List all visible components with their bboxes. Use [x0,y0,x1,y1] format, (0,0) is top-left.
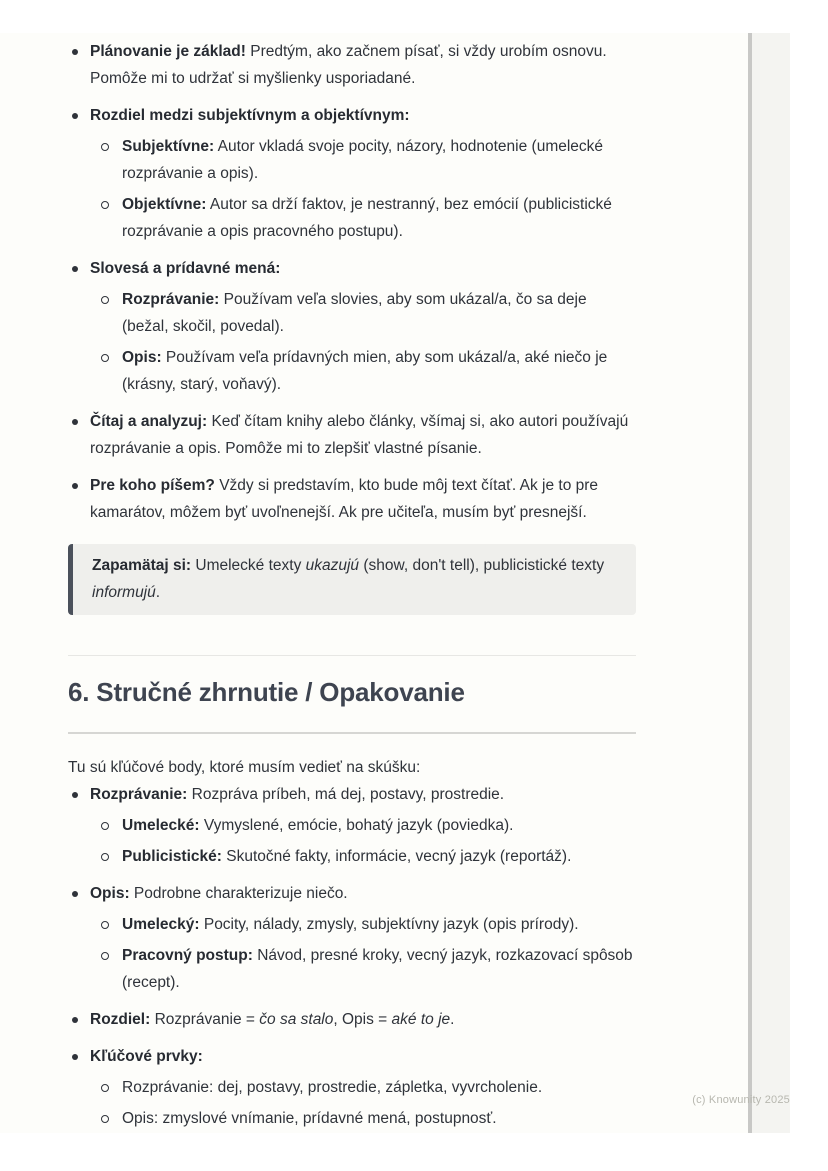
sub-list-item [90,1074,636,1101]
text-run: Rozprávanie: [122,291,220,308]
text-run: Keď čítam knihy alebo články, všímaj si, ako autori používajú rozprávanie a opis. Pomôže mi to zlepšiť vlastné písanie. [90,413,629,457]
list-item [68,781,636,870]
text-run: ukazujú [305,557,360,574]
sub-list-item [90,1105,636,1132]
text-run: Čítaj a analyzuj: [90,413,208,430]
text-run: Rozdiel: [90,1011,151,1028]
list-item [68,408,636,462]
text-run: čo sa stalo [259,1011,334,1028]
text-run: . [155,584,161,601]
text-run: . [450,1011,455,1028]
sub-list [90,286,636,398]
tips-list [68,38,636,526]
text-run: Subjektívne: [122,138,215,155]
text-run: Autor sa drží faktov, je nestranný, bez emócií (publicistické rozprávanie a opis pracovného postupu). [122,196,612,240]
list-item [68,1043,636,1132]
text-run: Pocity, nálady, zmysly, subjektívny jazyk (opis prírody). [199,916,579,933]
text-run: Vždy si predstavím, kto bude môj text čítať. Ak je to pre kamarátov, môžem byť uvoľnenejší. Ak pre učiteľa, musím byť presnejší. [90,477,599,521]
text-run: Rozprávanie = [150,1011,260,1028]
sub-list-item [90,843,636,870]
text-run: Kľúčové prvky: [90,1048,203,1065]
list-item [68,1006,636,1033]
text-run: Plánovanie je základ! [90,43,246,60]
text-run: Slovesá a prídavné mená: [90,260,281,277]
list-item [68,255,636,398]
text-run: (show, don't tell), publicistické texty [359,557,605,574]
sub-list-item [90,942,636,996]
sub-list [90,812,636,870]
list-item [68,472,636,526]
text-run: Podrobne charakterizuje niečo. [129,885,348,902]
text-run: Publicistické: [122,848,222,865]
text-run: informujú [92,584,156,601]
text-run: Rozdiel medzi subjektívnym a objektívnym: [90,107,410,124]
text-run: Rozpráva príbeh, má dej, postavy, prostredie. [187,786,505,803]
sub-list-item [90,133,636,187]
text-run: Používam veľa prídavných mien, aby som ukázal/a, aké niečo je (krásny, starý, voňavý). [122,349,608,393]
text-run: Opis: [90,885,130,902]
text-run: aké to je [391,1011,451,1028]
section-heading: 6. Stručné zhrnutie / Opakovanie [68,676,636,734]
sub-list-item [90,812,636,839]
text-run: Používam veľa slovies, aby som ukázal/a, čo sa deje (bežal, skočil, povedal). [122,291,587,335]
text-run: Rozprávanie: dej, postavy, prostredie, zápletka, vyvrcholenie. [122,1079,543,1096]
sub-list-item [90,911,636,938]
page-content [68,38,636,1132]
callout-text [92,552,618,606]
intro-paragraph: Tu sú kľúčové body, ktoré musím vedieť na skúšku: [68,759,421,776]
side-scroll-column [752,33,790,1133]
list-item [68,880,636,996]
list-item [68,38,636,92]
text-run: Opis: [122,349,162,366]
sub-list-item [90,344,636,398]
text-run: Zapamätaj si: [92,557,192,574]
text-run: Opis: zmyslové vnímanie, prídavné mená, postupnosť. [122,1110,497,1127]
text-run: Skutočné fakty, informácie, vecný jazyk (reportáž). [221,848,572,865]
sub-list [90,133,636,245]
sub-list-item [90,286,636,340]
text-run: Autor vkladá svoje pocity, názory, hodnotenie (umelecké rozprávanie a opis). [122,138,604,182]
text-run: Návod, presné kroky, vecný jazyk, rozkazovací spôsob (recept). [122,947,633,991]
text-run: Pracovný postup: [122,947,253,964]
text-run: , Opis = [333,1011,392,1028]
sub-list [90,911,636,996]
text-run: Rozprávanie: [90,786,188,803]
text-run: Objektívne: [122,196,207,213]
list-item [68,102,636,245]
text-run: Umelecký: [122,916,200,933]
document-page [0,33,748,1133]
text-run: Pre koho píšem? [90,477,215,494]
sub-list-item [90,191,636,245]
text-run: Umelecké: [122,817,200,834]
section-divider [68,655,636,656]
watermark: (c) Knowunity 2025 [692,1094,790,1106]
text-run: Vymyslené, emócie, bohatý jazyk (poviedka). [199,817,514,834]
text-run: Umelecké texty [191,557,306,574]
text-run: Predtým, ako začnem písať, si vždy urobím osnovu. Pomôže mi to udržať si myšlienky usporiadané. [90,43,607,87]
sub-list [90,1074,636,1132]
callout-note [68,544,636,615]
summary-list [68,781,636,1132]
